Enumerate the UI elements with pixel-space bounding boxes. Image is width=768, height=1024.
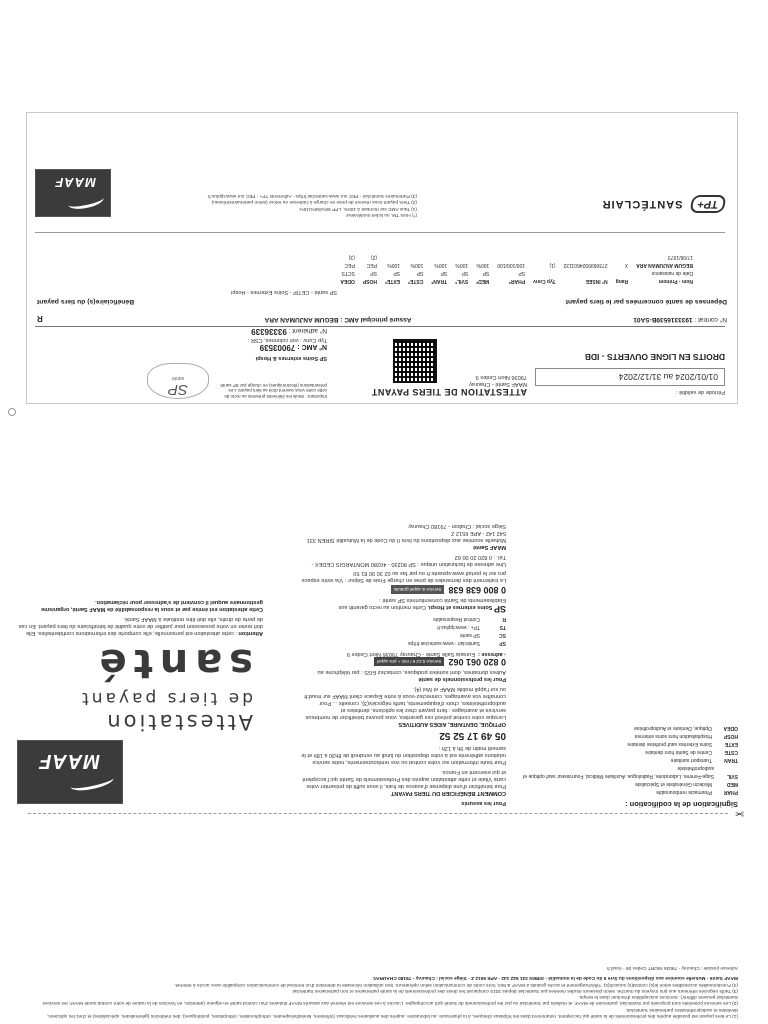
table-cell: 100% — [455, 262, 469, 268]
maaf-sante-title: MAAF Santé — [473, 544, 506, 550]
sp-important-note: Important : Seuls les éléments présents au recto de cette carte vous ouvrent droit au tiers payant. Les présentations (électroniques) en charge par SP santé. — [219, 383, 327, 399]
table-cell: MED* — [476, 278, 490, 284]
assure-row — [37, 314, 727, 323]
table-cell: SCTS — [341, 270, 355, 276]
maaf-logo — [17, 740, 123, 804]
tp-plus-logo: TP+ — [689, 195, 727, 213]
assures-column — [301, 522, 506, 806]
validity-dates: 01/01/2024 au 31/12/2024 — [535, 368, 725, 386]
table-cell: Nom - Prénom — [658, 278, 693, 284]
card-footnote-2: (1) Taux AMC sur montant à 100%, LPP 90%/50%/15% — [299, 205, 417, 211]
codification-label: Sage-Femme, Laboratoire, Radiologue, Auxiliaire Médical, Fournisseur sauf optique et audioprothésiste — [522, 765, 715, 779]
pros-title: Pour les professionnels de santé — [418, 676, 506, 682]
card-maaf-text: MAAF — [54, 175, 96, 190]
sp-soins-externes: SP Soins externes & Hospi — [255, 355, 327, 361]
table-cell: 100% — [387, 262, 401, 268]
footnote-3: (3) Tarifs négociés inférieurs aux prix moyens du marché, selon plusieurs études menées par Santéclair depuis 2019 comparant les devis des professionnels de la santé partenaires et non partenaires Santéclair. — [291, 987, 738, 993]
codification-label: Optique, Dentaire et Audioprothèse — [633, 725, 712, 731]
table-cell: PEC — [366, 262, 378, 268]
sp-logo-sub: santé — [171, 375, 185, 381]
optique-title: OPTIQUE, DENTAIRE, AIDES AUDITIVES — [398, 721, 506, 727]
table-cell: Typ Conv — [533, 278, 556, 284]
table-cell — [560, 253, 612, 261]
codification-label: Hospitalisation hors soins externes — [634, 733, 712, 739]
codification-row — [503, 724, 738, 732]
table-cell: 17/06/1973 — [667, 254, 693, 260]
table-cell: SP — [482, 270, 490, 276]
contrat-label: N° contrat : — [694, 316, 727, 323]
amc-label: N° AMC : — [297, 343, 327, 350]
codification-row — [503, 748, 738, 756]
codification-row — [503, 764, 738, 780]
card-addr-1: MAAF Santé - Chauray — [469, 381, 527, 387]
table-cell: SVIL* — [455, 278, 469, 284]
comment-title: COMMENT BÉNÉFICIER DU TIERS PAYANT — [390, 790, 506, 796]
comment-text: Pour bénéficier d'une dispense d'avance de frais, il vous suffit de présenter votre carte Vitale et cette attestation auprès des Professionnels de Santé qui l'acceptent et qui exercent en France. — [302, 769, 506, 789]
table-cell: SP — [416, 270, 424, 276]
card-addr-2: 79036 Niort Cedex 9 — [475, 374, 527, 380]
attestation-title: Attestation — [104, 710, 253, 734]
card-footnote-1: (*) Hors TM, ou ticket modérateur — [345, 212, 417, 217]
card-footnotes — [187, 192, 417, 217]
card-footnote-3: (2) Tiers payant sous réserve de prise en charge à l'adresse ou retour (selon partenaires/réseau) — [211, 199, 417, 205]
sp-code-label: SP santé — [459, 632, 480, 638]
codification-code: SVIL — [726, 773, 738, 779]
codification-code: ODEA — [723, 725, 738, 731]
codification-label: Centre de Santé hors dentaire — [645, 749, 712, 755]
adherent-label: N° adhérent : — [288, 327, 327, 334]
sp-phone-badge: Service & appel gratuits — [391, 585, 445, 594]
info-text: Pour toute information sur votre contrat ou vos remboursements, notre service relations adhérents est à votre disposition du lundi au vendredi de 8h30 à 18h et le samedi matin de 9h à 12h : — [301, 745, 506, 765]
table-cell: SP — [370, 270, 378, 276]
sp-code-row — [301, 639, 506, 647]
table-cell: 100/100/100 — [497, 262, 526, 268]
table-cell: HOSP — [362, 278, 378, 284]
table-row-dob — [336, 253, 697, 261]
table-cell: SP — [461, 270, 469, 276]
codification-code: TRAN — [724, 757, 738, 763]
card-title: ATTESTATION DE TIERS PAYANT — [371, 387, 527, 397]
footnote-4: (4) Fonctionnalités accessibles selon le(s) contrat(s) souscrit(s). Téléchargement et accès gratuits à MAAF & Moi, hors coûts de communication selon opérateurs. Son utilisation nécessite la détention d'un terminal de communication compatible avec accès à Internet. — [174, 981, 738, 987]
table-cell — [560, 269, 612, 277]
table-cell: SP — [518, 270, 526, 276]
sp-logo-text: SP — [168, 381, 189, 398]
footnotes-block — [38, 964, 738, 1018]
assures-title: Pour les assurés — [461, 800, 506, 806]
codification-label: Soins Externes sauf prothèse dentaire — [627, 741, 712, 747]
table-cell — [404, 253, 427, 261]
optique-text: Lorsque votre contrat prévoit ces garanties, vous pouvez bénéficier de nombreux services et avantages : tiers payant chez les opticiens, dentistes et audioprothésistes, choix d'équipements, tarifs négociés(3), conseils ... Pour connaître vos avantages, connectez-vous à votre Espace client MAAF sur maaf.fr ou sur l'appli mobile MAAF et Moi (4). — [303, 686, 506, 720]
table-cell: ODEA — [340, 278, 355, 284]
validity-label: Période de validité : — [675, 389, 725, 395]
attention-text: : cette attestation est personnelle, elle comporte des informations confidentielles. Elle doit rester en votre possession pour justifier de votre qualité de bénéficiaire du tiers payant. En cas de perte de droits, elle doit être restituée à MAAF Santé. — [18, 616, 263, 636]
sp-logo-small: SP — [493, 604, 506, 614]
table-cell — [493, 253, 529, 261]
pros-text: Autres domaines, dont soinées pratiques, contactez EGS : par téléphone au — [317, 669, 506, 675]
table-cell: CSTE* — [408, 278, 424, 284]
tiers-payant-card — [26, 112, 738, 404]
responsable-flag: R — [37, 314, 43, 323]
table-cell: BEGUM ANJUMAN ARA — [636, 262, 693, 268]
table-cell: SP — [440, 270, 448, 276]
sante-title: santé — [92, 640, 253, 686]
depenses-title: Dépenses de santé concernées par le tiers payant — [565, 298, 727, 305]
attention-text-2: Cette attestation est émise par et sous la responsabilité de MAAF Santé, organisme gestionnaire auquel il convient de s'adresser pour réclamation. — [41, 599, 263, 612]
table-cell — [612, 253, 633, 261]
droits-ouverts: DROITS EN LIGNE OUVERTS - IDB — [584, 352, 725, 362]
codification-label: Pharmacie remboursable — [656, 789, 712, 795]
codification-row — [503, 788, 738, 796]
table-cell: EXTE* — [385, 278, 401, 284]
codification-row — [503, 740, 738, 748]
table-row — [336, 261, 697, 269]
table-header-row-2 — [336, 269, 697, 277]
codification-list — [503, 724, 738, 796]
sp-code-row — [301, 631, 506, 639]
pros-address: Eurasia Salle Santé - Chauray 79036 Niort Cedex 9 — [346, 651, 476, 657]
beneficiaires-title: Bénéficiaire(s) du tiers payant — [37, 298, 135, 305]
codification-column — [503, 724, 738, 809]
codification-code: EXTE — [724, 741, 738, 747]
codification-row — [503, 756, 738, 764]
sp-code: SP — [499, 640, 506, 646]
validity-block — [535, 352, 725, 395]
table-header-row — [336, 277, 697, 285]
table-cell: Rang — [615, 278, 629, 284]
sp-code-list — [301, 615, 506, 647]
table-cell — [451, 253, 472, 261]
table-cell: N° INSEE — [585, 278, 608, 284]
table-cell: 100% — [434, 262, 448, 268]
sp-fax-text: Le traitement des demandes de prise en charge Frais de Séjour : Via votre espace pro sur le portail www.spsante.fr ou par fax au 02 30 90 81 50 — [301, 570, 506, 583]
cut-line-top — [28, 813, 728, 814]
table-cell — [472, 253, 493, 261]
title-panel — [13, 564, 263, 804]
card-divider — [35, 326, 725, 327]
facturation-text: Une adresse de facturation unique : SP 80230 - 40280 MONTARGIS CEDEX - Tél. : 0 820 20 00 62 — [311, 554, 506, 567]
sp-code-row — [301, 623, 506, 631]
table-cell: (3) — [348, 254, 355, 260]
codification-code: MED — [726, 781, 738, 787]
footnote-1: (1) Le tiers payant est possible auprès des professionnels de la santé qui l'acceptent, notamment dans les hôpitaux cliniques, à la pharmacie, au laboratoire, auprès des auxiliaires médicaux (infirmiers, kinésithérapeutes, orthophonistes, orthoptistes, podologues), des médecins (généralistes, spécialistes) et chez les opticiens, dentistes et audioprothésistes partenaires Santéclair. — [47, 1006, 738, 1018]
table-cell — [612, 269, 633, 277]
table-cell: X — [624, 262, 629, 268]
attention-label: Attention — [238, 630, 263, 636]
table-cell: (1) — [549, 262, 556, 268]
assure-principal: Assuré principal AMC : BEGUM ANJUMAN ARA — [264, 316, 412, 323]
codification-label: Transport sanitaire — [670, 757, 712, 763]
maaf-logo-swoosh — [69, 772, 115, 794]
sp-code-row — [301, 615, 506, 623]
codification-title: Signification de la codification : — [625, 800, 738, 809]
table-cell: 100% — [476, 262, 490, 268]
qr-code — [393, 339, 437, 383]
card-maaf-swoosh — [67, 191, 105, 211]
beneficiaries-table — [336, 253, 697, 285]
table-cell: SP — [393, 270, 401, 276]
table-cell — [529, 253, 559, 261]
partner-logos — [445, 195, 725, 213]
fold-marker — [8, 408, 16, 416]
adherent-value: 93336339 — [251, 327, 287, 336]
table-cell: (2) — [370, 254, 378, 260]
table-cell — [381, 253, 404, 261]
card-footnote-4: (3) Partenaires Santéclair - PEC sur www.santeclair.fr/tps - Adhérents TP+ : PEC sur www.tpplus.fr — [207, 193, 417, 199]
table-cell — [529, 269, 559, 277]
relations-phone: 05 49 17 52 52 — [439, 730, 506, 741]
table-cell: 2730699924601132 — [563, 262, 608, 268]
sp-code-label: Santéclair : www.santeclair.fr/tps — [408, 640, 480, 646]
table-cell: TRAN* — [431, 278, 448, 284]
adresse-label: - adresse : — [478, 651, 506, 657]
sp-phone: 0 800 638 638 — [448, 585, 506, 595]
typ-conv: Typ Conv : voir colonnes, CSR : — [247, 337, 327, 343]
table-cell: 100% — [410, 262, 424, 268]
maaf-sante-siege: Siège social : Chabon - 79180 Chauray — [408, 523, 506, 529]
sp-code: TS — [499, 624, 506, 630]
codification-code: HOSP — [723, 733, 738, 739]
amc-value: 79003539 — [259, 343, 296, 352]
table-bottom-line — [35, 232, 725, 233]
sp-code-label: TP+ : www.tpplus.fr — [436, 624, 480, 630]
pros-phone-badge: Service 0,12 € / min + prix appel — [374, 657, 444, 666]
codification-code: CSTE — [724, 749, 738, 755]
table-cell: Date de naissance — [651, 270, 693, 276]
codification-label: Médecin Généraliste et Spécialiste — [635, 781, 712, 787]
sp-code: R — [502, 616, 506, 622]
contrat-value: 1933316539B-SA01 — [633, 316, 693, 323]
card-header — [347, 373, 527, 397]
codification-code: PHAR — [723, 789, 738, 795]
tiers-payant-title: de tiers payant — [79, 688, 253, 708]
footnote-2: (2) Les services potentiels sont proposés par Santéclair, partenaire de MAAF, et réalisés par Santéclair ou par les professionnels de Santé qu'il accompagne. L'accès à ces services est réservé aux assurés MAAF titulaires d'un contrat santé en vigueur (attention, en fonction de la nature de votre contrat santé MAAF, les services Santéclair peuvent différer). Services susceptibles d'évoluer dans le temps. — [42, 994, 738, 1006]
card-maaf-logo — [35, 169, 111, 217]
table-cell: PEC — [344, 262, 355, 268]
sp-soins-label: Soins externes et Hospi. — [427, 604, 493, 610]
table-cell: PHAR* — [508, 278, 526, 284]
sp-block — [27, 327, 327, 399]
footnote-5: MAAF Santé - Mutuelle soumise aux dispositions du livre II du Code de la mutualité - SIREN 331 542 142 - APE 6512 Z - Siège social : Chauray - 79180 CHAURAY. — [372, 975, 738, 981]
table-cell — [427, 253, 451, 261]
sp-code: SC — [499, 632, 506, 638]
attention-block — [18, 598, 263, 636]
sp-logo — [147, 363, 209, 399]
scissors-icon: ✂ — [734, 807, 744, 819]
santeclair-logo: SANTÉCLAIR — [601, 198, 683, 210]
pros-phone: 0 820 061 062 — [448, 657, 506, 667]
codification-row — [503, 780, 738, 788]
maaf-sante-text: Mutuelle soumise aux dispositions du livre II du Code de la Mutualité SIREN 331 542 142 - APE 6512 Z — [306, 530, 506, 543]
section-titles — [37, 298, 727, 305]
footnote-6: Adresse postale : Chauray - 79036 NIORT Cedex 09 - maaf.fr — [606, 964, 738, 970]
maaf-logo-text: MAAF — [38, 750, 100, 772]
codification-row — [503, 732, 738, 740]
sp-soins-text: Cette mention au recto garantit aux Etablissements de Santé conventionnés SP santé : — [338, 597, 506, 610]
sp-code-label: Contrat Responsable — [433, 616, 480, 622]
sp-note: SP santé - CETIP - Soins Externes - Hospi — [231, 289, 337, 295]
